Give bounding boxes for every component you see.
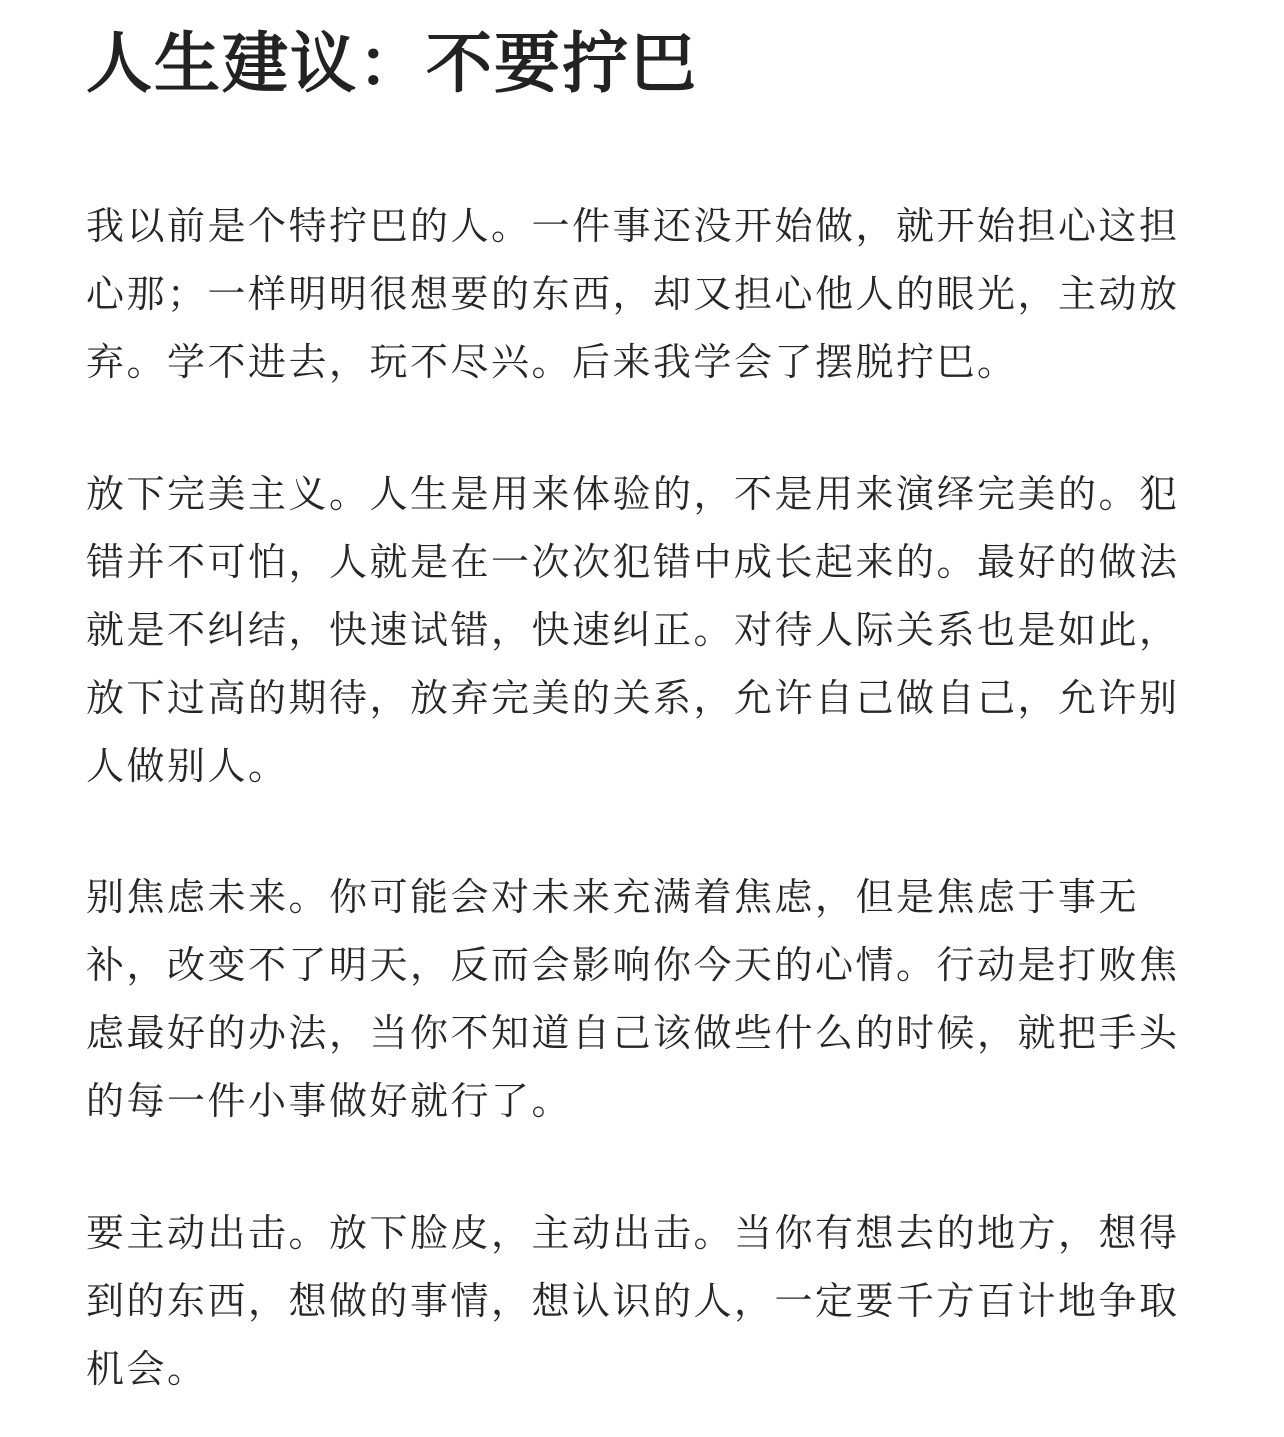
paragraph-line: 心那；一样明明很想要的东西，却又担心他人的眼光，主动放 — [86, 272, 1180, 316]
paragraph-line: 补，改变不了明天，反而会影响你今天的心情。行动是打败焦 — [86, 943, 1180, 987]
paragraph-line: 机会。 — [86, 1347, 208, 1391]
paragraph-line: 要主动出击。放下脸皮，主动出击。当你有想去的地方，想得 — [86, 1211, 1180, 1255]
paragraph-initiative — [86, 1199, 1196, 1403]
paragraph-line: 就是不纠结，快速试错，快速纠正。对待人际关系也是如此， — [86, 608, 1180, 652]
paragraph-line: 我以前是个特拧巴的人。一件事还没开始做，就开始担心这担 — [86, 204, 1180, 248]
paragraph-line: 人做别人。 — [86, 744, 289, 788]
paragraph-line: 错并不可怕，人就是在一次次犯错中成长起来的。最好的做法 — [86, 540, 1180, 584]
paragraph-line: 放下完美主义。人生是用来体验的，不是用来演绎完美的。犯 — [86, 472, 1180, 516]
paragraph-intro — [86, 192, 1196, 396]
paragraph-line: 到的东西，想做的事情，想认识的人，一定要千方百计地争取 — [86, 1279, 1180, 1323]
paragraph-anxiety — [86, 863, 1196, 1135]
paragraph-line: 弃。学不进去，玩不尽兴。后来我学会了摆脱拧巴。 — [86, 340, 1018, 384]
article-title: 人生建议：不要拧巴 — [86, 25, 698, 102]
paragraph-line: 别焦虑未来。你可能会对未来充满着焦虑，但是焦虑于事无 — [86, 875, 1140, 919]
paragraph-line: 虑最好的办法，当你不知道自己该做些什么的时候，就把手头 — [86, 1011, 1180, 1055]
paragraph-line: 的每一件小事做好就行了。 — [86, 1079, 573, 1123]
paragraph-line: 放下过高的期待，放弃完美的关系，允许自己做自己，允许别 — [86, 676, 1180, 720]
paragraph-perfectionism — [86, 460, 1196, 800]
